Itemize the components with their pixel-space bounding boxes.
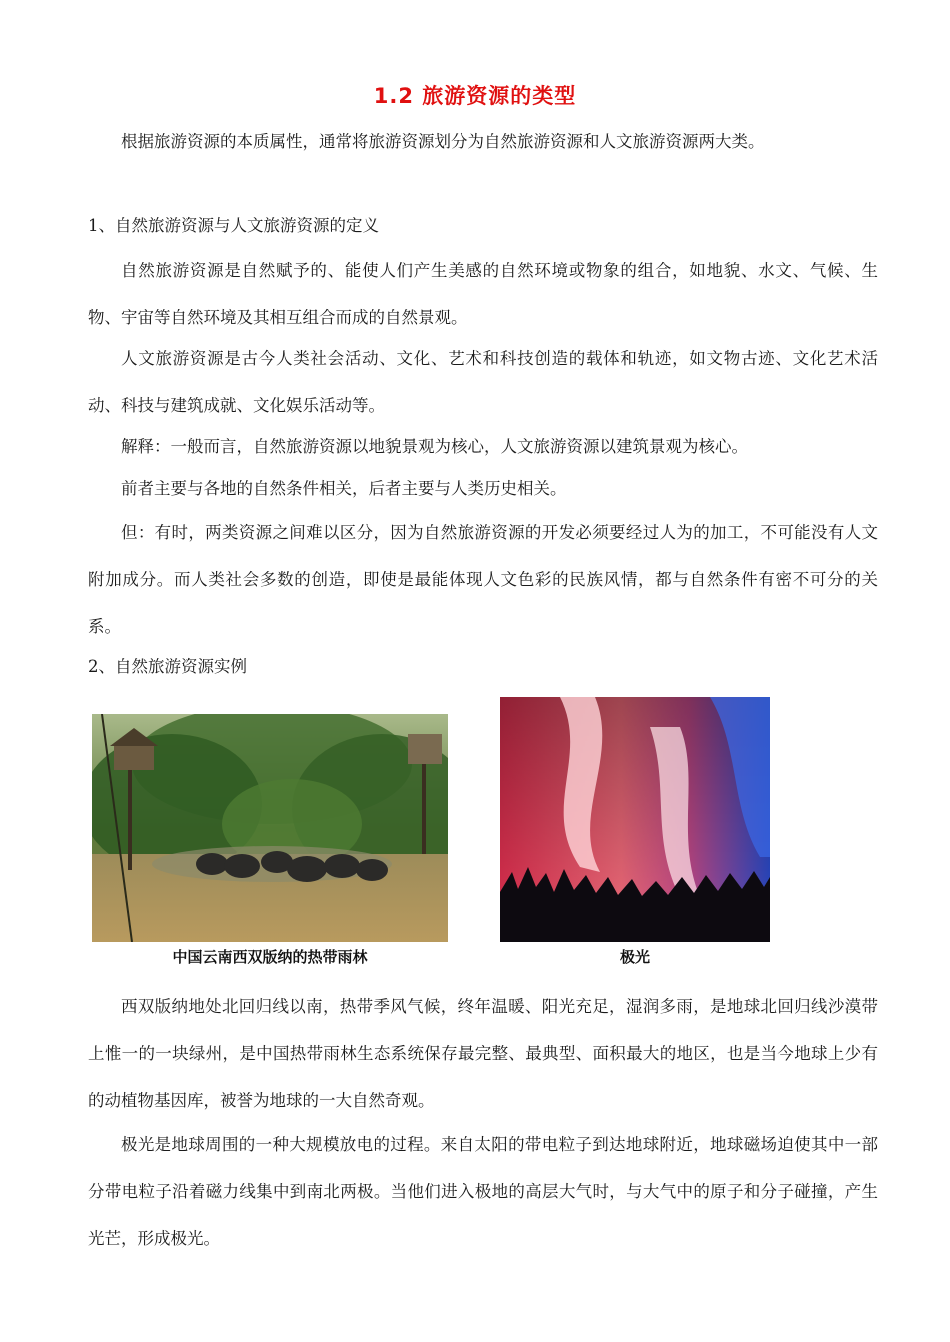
explanation-paragraph-2: 前者主要与各地的自然条件相关，后者主要与人类历史相关。: [121, 479, 567, 498]
rainforest-paragraph: 西双版纳地处北回归线以南，热带季风气候，终年温暖、阳光充足，湿润多雨，是地球北回归线沙漠带上惟一的一块绿州，是中国热带雨林生态系统保存最完整、最典型、面积最大的地区，也是当今地球上少有的动植物基因库，被誉为地球的一大自然奇观。: [88, 997, 878, 1110]
aurora-caption: 极光: [619, 948, 650, 966]
section2-heading: 2、自然旅游资源实例: [88, 657, 247, 676]
page-title: 1.2 旅游资源的类型: [373, 84, 577, 108]
section1-heading: 1、自然旅游资源与人文旅游资源的定义: [88, 216, 379, 235]
rainforest-image: [92, 714, 448, 942]
rainforest-caption: 中国云南西双版纳的热带雨林: [172, 948, 368, 966]
aurora-image: [500, 697, 770, 942]
but-paragraph: 但：有时，两类资源之间难以区分，因为自然旅游资源的开发必须要经过人为的加工，不可能没有人文附加成分。而人类社会多数的创造，即使是最能体现人文色彩的民族风情，都与自然条件有密不可分的关系。: [88, 523, 878, 636]
human-definition-paragraph: 人文旅游资源是古今人类社会活动、文化、艺术和科技创造的载体和轨迹，如文物古迹、文化艺术活动、科技与建筑成就、文化娱乐活动等。: [88, 349, 878, 415]
natural-definition-paragraph: 自然旅游资源是自然赋予的、能使人们产生美感的自然环境或物象的组合，如地貌、水文、气候、生物、宇宙等自然环境及其相互组合而成的自然景观。: [88, 261, 878, 327]
rainforest-photo: [92, 714, 448, 942]
intro-paragraph: 根据旅游资源的本质属性，通常将旅游资源划分为自然旅游资源和人文旅游资源两大类。: [121, 132, 765, 151]
aurora-photo: [500, 697, 770, 942]
explanation-paragraph-1: 解释：一般而言，自然旅游资源以地貌景观为核心，人文旅游资源以建筑景观为核心。: [121, 437, 748, 456]
aurora-paragraph: 极光是地球周围的一种大规模放电的过程。来自太阳的带电粒子到达地球附近，地球磁场迫使其中一部分带电粒子沿着磁力线集中到南北两极。当他们进入极地的高层大气时，与大气中的原子和分子碰撞，产生光芒，形成极光。: [88, 1135, 878, 1248]
